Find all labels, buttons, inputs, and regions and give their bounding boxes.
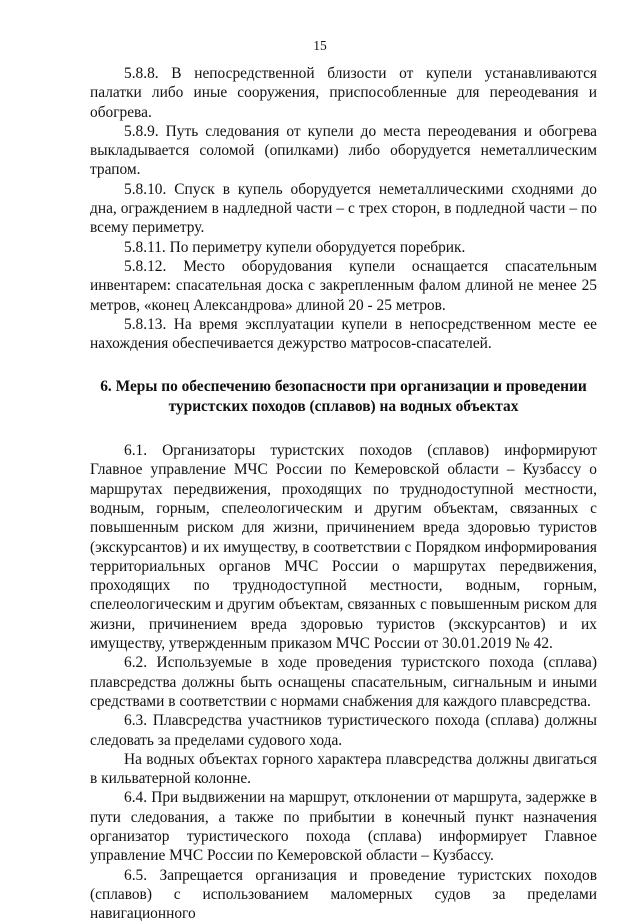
paragraph-6-3: 6.3. Плавсредства участников туристического похода (сплава) должны следовать за пределами судового хода. [90,712,597,749]
paragraph-6-4: 6.4. При выдвижении на маршрут, отклонении от маршрута, задержке в пути следования, а также по прибытии в конечный пункт назначения организатор туристического похода (сплава) информирует Главное управление МЧС России по Кемеровской области – Кузбассу. [90,789,597,865]
paragraph-5-8-8: 5.8.8. В непосредственной близости от купели устанавливаются палатки либо иные сооружения, приспособленные для переодевания и обогрева. [90,65,597,121]
paragraph-6-1: 6.1. Организаторы туристских походов (сплавов) информируют Главное управление МЧС России по Кемеровской области – Кузбассу о маршрутах передвижения, проходящих по труднодоступной местности, водным, горным, спелеологическим и другим объектам, связанных с повышенным риском для жизни, причинением вреда здоровью туристов (экскурсантов) и их имуществу, в соответствии с Порядком информирования территориальных органов МЧС России о маршрутах передвижения, проходящих по труднодоступной местности, водным, горным, спелеологическим и другим объектам, связанных с повышенным риском для жизни, причинением вреда здоровью туристов (экскурсантов) и их имуществу, утвержденным приказом МЧС России от 30.01.2019 № 42. [90,442,597,653]
section-heading: 6. Меры по обеспечению безопасности при организации и проведении туристских походов (сплавов) на водных объектах [100,378,587,415]
paragraph-5-8-10: 5.8.10. Спуск в купель оборудуется неметаллическими сходнями до дна, ограждением в надледной части – с трех сторон, в подледной части – по всему периметру. [90,180,597,237]
paragraph-6-2: 6.2. Используемые в ходе проведения туристского похода (сплава) плавсредства должны быть оснащены спасательным, сигнальным и иными средствами в соответствии с нормами снабжения для каждого плавсредства. [90,654,597,710]
paragraph-6-5: 6.5. Запрещается организация и проведение туристских походов (сплавов) с использованием маломерных судов за пределами навигационного [90,866,597,923]
page-number: 15 [313,38,327,53]
paragraph-5-8-12: 5.8.12. Место оборудования купели оснащается спасательным инвентарем: спасательная доска с закрепленным фалом длиной не менее 25 метров, «конец Александрова» длиной 20 - 25 метров. [90,257,597,314]
paragraph-5-8-9: 5.8.9. Путь следования от купели до места переодевания и обогрева выкладывается соломой (опилками) либо оборудуется неметаллическим трапом. [90,122,597,179]
page-content [90,64,597,923]
paragraph-6-3-note: На водных объектах горного характера плавсредства должны двигаться в кильватерной колонне. [90,750,597,788]
paragraph-5-8-11: 5.8.11. По периметру купели оборудуется поребрик. [124,238,466,256]
paragraph-5-8-13: 5.8.13. На время эксплуатации купели в непосредственном месте ее нахождения обеспечивается дежурство матросов-спасателей. [90,315,597,353]
